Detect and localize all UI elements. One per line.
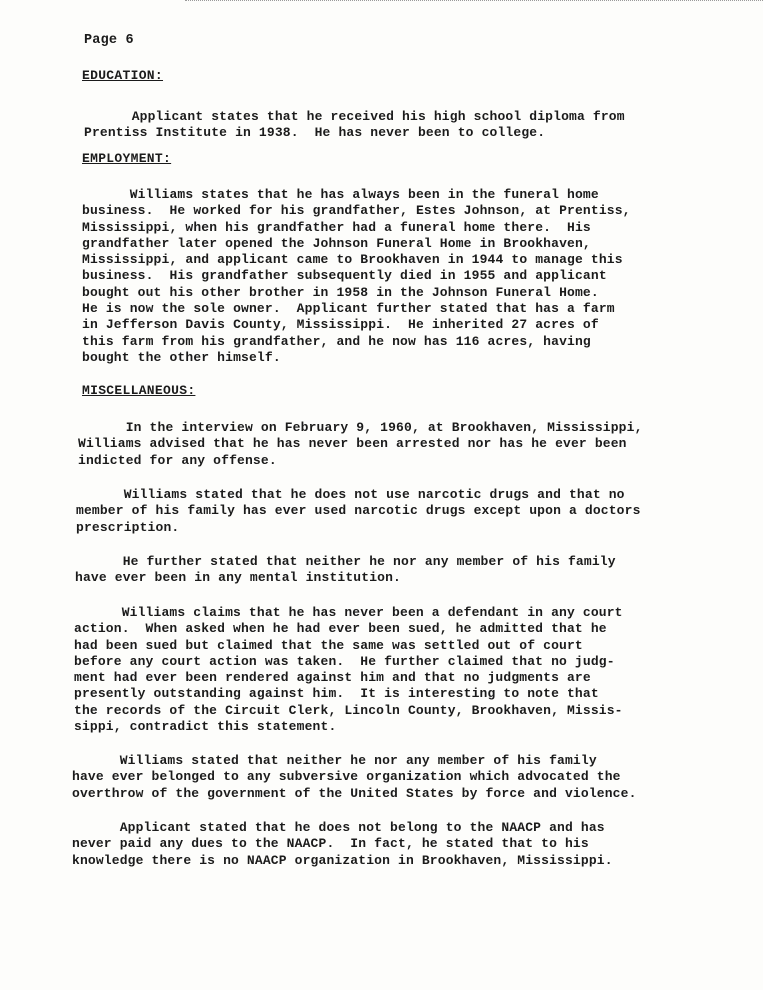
education-paragraph: Applicant states that he received his high school diploma from Prentiss Institute in 1938. He has never been to college. — [84, 109, 625, 141]
misc-paragraph-subversive: Williams stated that neither he nor any member of his family have ever belonged to any subversive organization which advocated the overthrow of the government of the United States by force and violence. — [72, 753, 637, 801]
page-top-edge — [185, 0, 763, 3]
miscellaneous-heading: MISCELLANEOUS: — [82, 383, 196, 398]
employment-heading: EMPLOYMENT: — [82, 151, 172, 166]
page-number: Page 6 — [84, 33, 134, 48]
misc-paragraph-court: Williams claims that he has never been a defendant in any court action. When asked when he had ever been sued, he admitted that he had been sued but claimed that the same was settled out of court before any court action was taken. He further claimed that no judg- ment had ever been rendered against him and that no judgments are presently outstanding against him. It is interesting to note that the records of the Circuit Clerk, Lincoln County, Brookhaven, Missis- sippi, contradict this statement. — [74, 605, 623, 735]
education-heading: EDUCATION: — [82, 68, 164, 83]
misc-paragraph-arrest: In the interview on February 9, 1960, at Brookhaven, Mississippi, Williams advised that he has never been arrested nor has he ever been indicted for any offense. — [78, 420, 643, 468]
employment-paragraph: Williams states that he has always been in the funeral home business. He worked for his grandfather, Estes Johnson, at Prentiss, Mississippi, when his grandfather had a funeral home there. His grandfather later opened the Johnson Funeral Home in Brookhaven, Mississippi, and applicant came to Brookhaven in 1944 to manage this business. His grandfather subsequently died in 1955 and applicant bought out his other brother in 1958 in the Johnson Funeral Home. He is now the sole owner. Applicant further stated that has a farm in Jefferson Davis County, Mississippi. He inherited 27 acres of this farm from his grandfather, and he now has 116 acres, having bought the other himself. — [82, 187, 631, 365]
misc-paragraph-naacp: Applicant stated that he does not belong to the NAACP and has never paid any dues to the NAACP. In fact, he stated that to his knowledge there is no NAACP organization in Brookhaven, Mississippi. — [72, 820, 613, 868]
misc-paragraph-narcotics: Williams stated that he does not use narcotic drugs and that no member of his family has ever used narcotic drugs except upon a doctors prescription. — [76, 487, 641, 535]
misc-paragraph-mental-institution: He further stated that neither he nor any member of his family have ever been in any mental institution. — [75, 554, 616, 586]
